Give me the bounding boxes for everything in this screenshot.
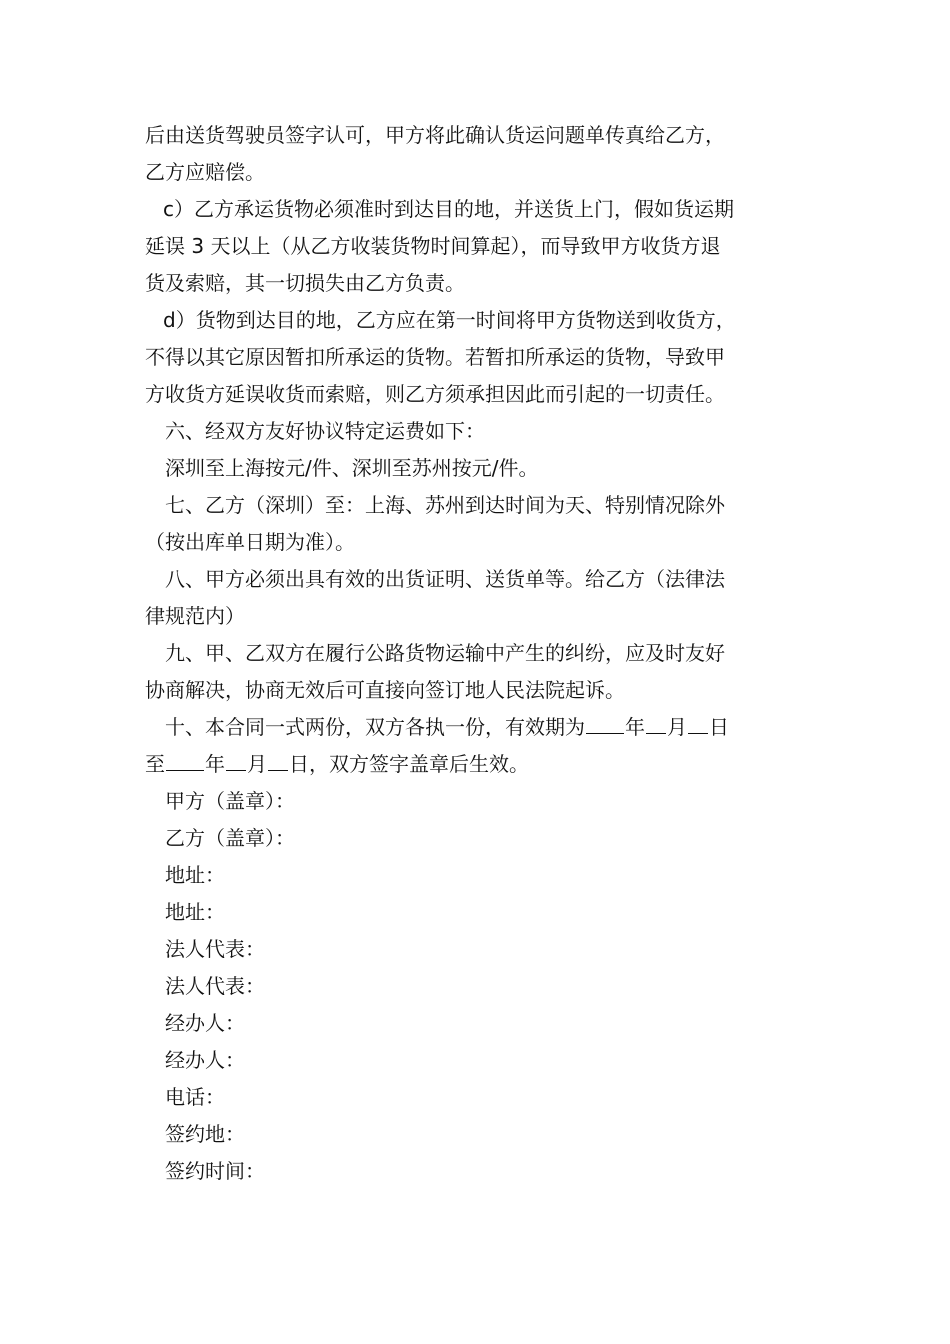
party-a-seal-label: 甲方（盖章）：	[165, 789, 295, 813]
paragraph-article-7	[145, 487, 815, 561]
blank-year-field	[166, 748, 204, 771]
text-line: （按出库单日期为准）。	[145, 530, 355, 554]
paragraph-liability-continued	[145, 117, 815, 191]
term-text: ，双方签字盖章后生效。	[309, 752, 529, 776]
text-line: 八、甲方必须出具有效的出货证明、送货单等。给乙方（法律法	[165, 567, 725, 591]
term-year-label: 年	[625, 715, 645, 739]
address-label: 地址：	[165, 900, 225, 924]
party-b-seal-label: 乙方（盖章）：	[165, 826, 295, 850]
text-line: 六、经双方友好协议特定运费如下：	[165, 419, 485, 443]
blank-year-field	[586, 711, 624, 734]
legal-representative-label: 法人代表：	[165, 974, 265, 998]
blank-day-field	[268, 748, 288, 771]
phone-label: 电话：	[165, 1085, 225, 1109]
text-line: d）货物到达目的地，乙方应在第一时间将甲方货物送到收货方，	[163, 308, 736, 332]
contract-body	[145, 117, 815, 1190]
paragraph-article-8	[145, 561, 815, 635]
text-line: 方收货方延误收货而索赔，则乙方须承担因此而引起的一切责任。	[145, 382, 725, 406]
term-year-label: 年	[205, 752, 225, 776]
text-line: 不得以其它原因暂扣所承运的货物。若暂扣所承运的货物，导致甲	[145, 345, 725, 369]
handler-label: 经办人：	[165, 1048, 245, 1072]
term-month-label: 月	[667, 715, 687, 739]
paragraph-article-9	[145, 635, 815, 709]
text-line: 九、甲、乙双方在履行公路货物运输中产生的纠纷，应及时友好	[165, 641, 725, 665]
legal-representative-label: 法人代表：	[165, 937, 265, 961]
text-line: 七、乙方（深圳）至：上海、苏州到达时间为天、特别情况除外	[165, 493, 725, 517]
text-line: c）乙方承运货物必须准时到达目的地，并送货上门，假如货运期	[163, 197, 734, 221]
text-line	[145, 746, 815, 783]
text-line: 货及索赔，其一切损失由乙方负责。	[145, 271, 465, 295]
text-line: 协商解决，协商无效后可直接向签订地人民法院起诉。	[145, 678, 625, 702]
term-to-label: 至	[145, 752, 165, 776]
text-line: 延误 3 天以上（从乙方收装货物时间算起），而导致甲方收货方退	[145, 234, 721, 258]
handler-label: 经办人：	[165, 1011, 245, 1035]
blank-month-field	[646, 711, 666, 734]
term-day-label: 日	[709, 715, 729, 739]
text-line	[145, 709, 815, 746]
text-line: 深圳至上海按元/件、深圳至苏州按元/件。	[165, 456, 539, 480]
address-label: 地址：	[165, 863, 225, 887]
blank-month-field	[226, 748, 246, 771]
signature-block	[145, 783, 815, 1190]
text-line: 后由送货驾驶员签字认可，甲方将此确认货运问题单传真给乙方，	[145, 123, 725, 147]
term-month-label: 月	[247, 752, 267, 776]
text-line: 乙方应赔偿。	[145, 160, 265, 184]
text-line: 律规范内）	[145, 604, 245, 628]
paragraph-clause-d	[145, 302, 815, 413]
paragraph-article-6	[145, 413, 815, 487]
signing-place-label: 签约地：	[165, 1122, 245, 1146]
term-text: 十、本合同一式两份，双方各执一份，有效期为	[165, 715, 585, 739]
paragraph-clause-c	[145, 191, 815, 302]
signing-time-label: 签约时间：	[165, 1159, 265, 1183]
term-day-label: 日	[289, 752, 309, 776]
paragraph-article-10	[145, 709, 815, 783]
blank-day-field	[688, 711, 708, 734]
